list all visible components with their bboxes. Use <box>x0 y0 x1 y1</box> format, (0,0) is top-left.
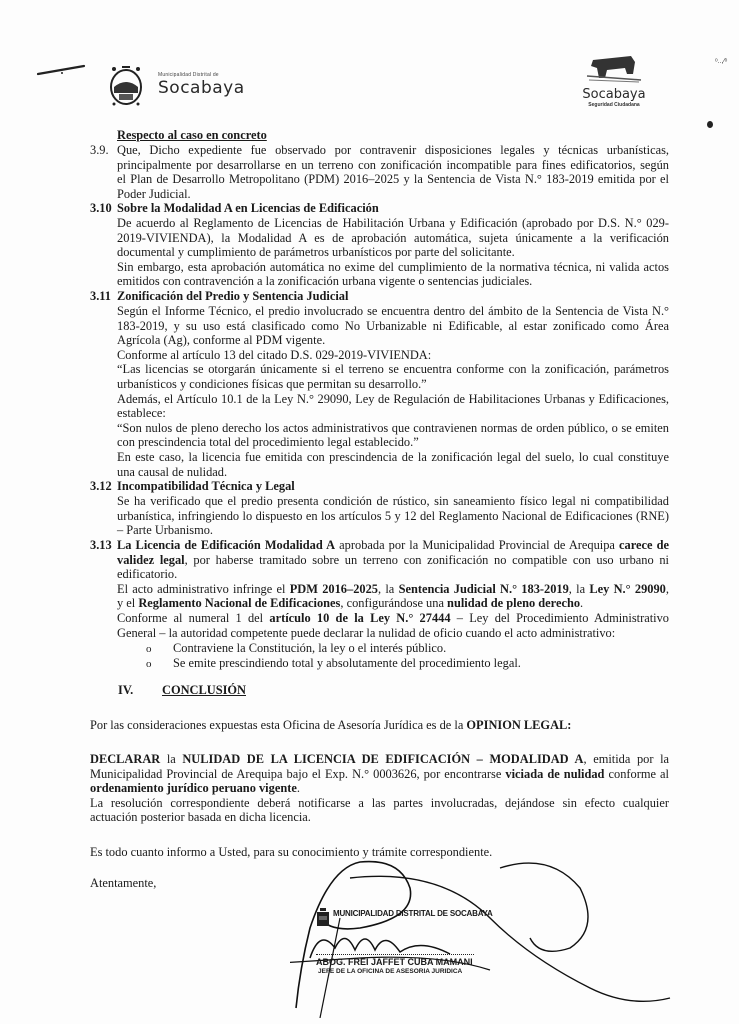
text-line <box>90 767 669 782</box>
text-span: , configurándose una <box>340 596 448 611</box>
quote-line: urbanísticos y condiciones físicas que permitan su desarrollo.” <box>117 376 427 391</box>
text-line <box>117 611 669 626</box>
item-number: 3.11 <box>90 289 111 303</box>
text-line <box>117 582 669 597</box>
text-span: , <box>665 581 669 596</box>
bold-phrase: nulidad de pleno derecho <box>447 596 581 611</box>
municipality-logo-left <box>108 63 245 107</box>
text-span: El acto administrativo infringe el <box>117 581 290 596</box>
bold-phrase: DECLARAR <box>90 752 161 766</box>
text-line: Poder Judicial. <box>117 186 191 201</box>
text-span: Conforme al numeral 1 del <box>117 610 270 625</box>
text-span: aprobada por la Municipalidad Provincial de Arequipa <box>335 538 620 552</box>
text-span: , por haberse tramitado sobre un terreno con zonificación no compatible con uso urbano ni <box>184 552 670 567</box>
cattle-illustration-icon <box>583 54 645 84</box>
text-span: y el <box>117 596 139 611</box>
text-line <box>117 553 669 568</box>
legal-opinion-intro <box>90 718 571 733</box>
text-line: 183-2019, y su uso está clasificado como No Urbanizable ni Edificable, al estar zonificado como Área <box>117 318 669 333</box>
text-line: Agrícola (Ag), conforme al PDM vigente. <box>117 333 326 348</box>
text-span: , emitida por la <box>583 752 670 766</box>
item-title: Zonificación del Predio y Sentencia Judicial <box>117 289 349 303</box>
bold-phrase: validez legal <box>117 552 185 567</box>
conclusion-numeral: IV. <box>118 683 134 697</box>
text-span: la <box>160 752 183 766</box>
bold-phrase: viciada de nulidad <box>505 766 605 781</box>
text-line: – Parte Urbanismo. <box>117 523 214 538</box>
text-line <box>90 781 669 796</box>
item-3-12-body <box>117 494 669 538</box>
bold-phrase: carece de <box>619 538 669 552</box>
bullet-item: Contraviene la Constitución, la ley o el interés público. <box>173 641 447 655</box>
logo-name: Socabaya <box>158 78 245 98</box>
text-span: , la <box>568 581 590 596</box>
item-number: 3.9. <box>90 143 109 157</box>
bold-phrase: artículo 10 de la Ley N.° 27444 <box>269 610 451 625</box>
logo-small-text: Municipalidad Distrital de <box>158 72 219 78</box>
text-line: Sin embargo, esta aprobación automática no exime del cumplimiento de la normativa técnica, ni valida actos <box>117 259 669 274</box>
text-line: emitidos con contravención a la zonificación urbana vigente o sentencias judiciales. <box>117 274 533 289</box>
text-line <box>90 752 669 767</box>
municipality-logo-right <box>578 54 650 108</box>
text-line: documental y cumplimiento de parámetros urbanísticos por parte del solicitante. <box>117 245 515 260</box>
text-span: conforme al <box>604 766 669 781</box>
bullet-item: Se emite prescindiendo total y absolutamente del procedimiento legal. <box>173 656 521 670</box>
bold-phrase: La Licencia de Edificación Modalidad A <box>117 538 336 552</box>
item-3-11-body <box>117 304 669 479</box>
bold-phrase: OPINION LEGAL: <box>466 718 572 732</box>
conclusion-heading: CONCLUSIÓN <box>162 683 246 697</box>
section-intro-heading: Respecto al caso en concreto <box>117 128 267 142</box>
bold-phrase: ordenamiento jurídico peruano vigente <box>90 781 297 796</box>
bullet-icon: o <box>146 658 152 670</box>
item-title: Sobre la Modalidad A en Licencias de Edificación <box>117 201 379 215</box>
text-line <box>117 596 669 611</box>
text-line: urbanística, infringiendo lo dispuesto en los artículos 5 y 12 del Reglamento Nacional de Edificaciones (RNE) <box>117 508 669 523</box>
item-3-13-body <box>117 538 669 640</box>
item-title: Incompatibilidad Técnica y Legal <box>117 479 295 493</box>
logo-name-right: Socabaya <box>582 87 646 102</box>
text-span: . <box>296 781 300 796</box>
stamp-signatory-name: ABOG. FREI JAFFET CUBA MAMANI <box>316 957 473 967</box>
text-span: – Ley del Procedimiento Administrativo <box>450 610 669 625</box>
item-number: 3.12 <box>90 479 112 493</box>
signature-line <box>316 954 474 955</box>
text-line: General – la autoridad competente puede declarar la nulidad de oficio cuando el acto administrativo: <box>117 625 616 640</box>
text-line: principalmente por desarrollarse en un terreno con zonificación incompatible para fines edificatorios, según <box>117 157 669 172</box>
item-number: 3.13 <box>90 538 112 552</box>
text-line: edificatorio. <box>117 567 178 582</box>
quote-line: “Son nulos de pleno derecho los actos administrativos que contravienen normas de orden público, o se emiten <box>117 420 669 435</box>
text-line: Que, Dicho expediente fue observado por contravenir disposiciones legales y técnicas urbanísticas, <box>117 143 669 157</box>
declaration-block <box>90 752 669 825</box>
text-line: establece: <box>117 406 166 421</box>
municipal-crest-icon <box>108 63 144 107</box>
bold-phrase: PDM 2016–2025 <box>289 581 378 596</box>
text-line: Se ha verificado que el predio presenta condición de rústico, sin saneamiento físico legal ni compatibilidad <box>117 494 669 508</box>
quote-line: con prescindencia total del procedimiento legal establecido.” <box>117 435 419 450</box>
item-3-10-body <box>117 216 669 289</box>
text-line: Según el Informe Técnico, el predio involucrado se encuentra dentro del ámbito de la Sentencia de Vista N.° <box>117 304 669 318</box>
pen-stroke-mark <box>36 64 86 76</box>
text-span: Municipalidad Provincial de Arequipa bajo el Exp. N.° 0003626, por encontrarse <box>90 766 506 781</box>
text-span: , la <box>377 581 399 596</box>
logo-subtitle-right: Seguridad Ciudadana <box>588 102 640 108</box>
text-line: Conforme al artículo 13 del citado D.S. 029-2019-VIVIENDA: <box>117 347 432 362</box>
closing-statement: Es todo cuanto informo a Usted, para su conocimiento y trámite correspondiente. <box>90 845 493 859</box>
text-span: Por las consideraciones expuestas esta Oficina de Asesoría Jurídica es de la <box>90 718 467 732</box>
bold-phrase: Sentencia Judicial N.° 183-2019 <box>398 581 569 596</box>
text-line: el Plan de Desarrollo Metropolitano (PDM) 2016–2025 y la Sentencia de Vista N.° 183-2019 emitida por el <box>117 172 669 187</box>
bold-phrase: NULIDAD DE LA LICENCIA DE EDIFICACIÓN – MODALIDAD A <box>182 752 584 766</box>
stamp-crest-icon <box>316 908 330 928</box>
text-line: En este caso, la licencia fue emitida con prescindencia de la zonificación legal del suelo, lo cual constituye <box>117 449 669 464</box>
stamp-signatory-title: JEFE DE LA OFICINA DE ASESORIA JURIDICA <box>318 968 463 975</box>
ink-dot-mark <box>707 121 713 128</box>
farewell: Atentamente, <box>90 876 157 890</box>
text-line: 2019-VIVIENDA), la Modalidad A es de aprobación automática, sujeta únicamente a la verificación <box>117 230 669 245</box>
text-line: La resolución correspondiente deberá notificarse a las partes involucradas, dejándose sin efecto cualquier <box>90 795 669 810</box>
bold-phrase: Reglamento Nacional de Edificaciones <box>138 596 341 611</box>
text-line <box>117 538 669 553</box>
stamp-institution: MUNICIPALIDAD DISTRITAL DE SOCABAYA <box>333 909 493 918</box>
bullet-icon: o <box>146 643 152 655</box>
corner-handwritten-note: ᵒ..,⁄ᵒ <box>715 58 728 65</box>
handwritten-signature <box>290 858 739 1018</box>
text-line: Además, el Artículo 10.1 de la Ley N.° 29090, Ley de Regulación de Habilitaciones Urbanas y Edificaciones, <box>117 391 669 406</box>
item-3-9-body <box>117 143 669 201</box>
text-line: actuación posterior basada en dicha licencia. <box>90 810 311 825</box>
bold-phrase: Ley N.° 29090 <box>589 581 666 596</box>
text-line: una causal de nulidad. <box>117 464 228 479</box>
item-number: 3.10 <box>90 201 112 215</box>
quote-line: “Las licencias se otorgarán únicamente si el terreno se encuentra conforme con la zonificación, parámetros <box>117 362 669 377</box>
text-span: . <box>580 596 584 611</box>
text-line: De acuerdo al Reglamento de Licencias de Habilitación Urbana y Edificación (aprobado por D.S. N.° 029- <box>117 216 669 230</box>
